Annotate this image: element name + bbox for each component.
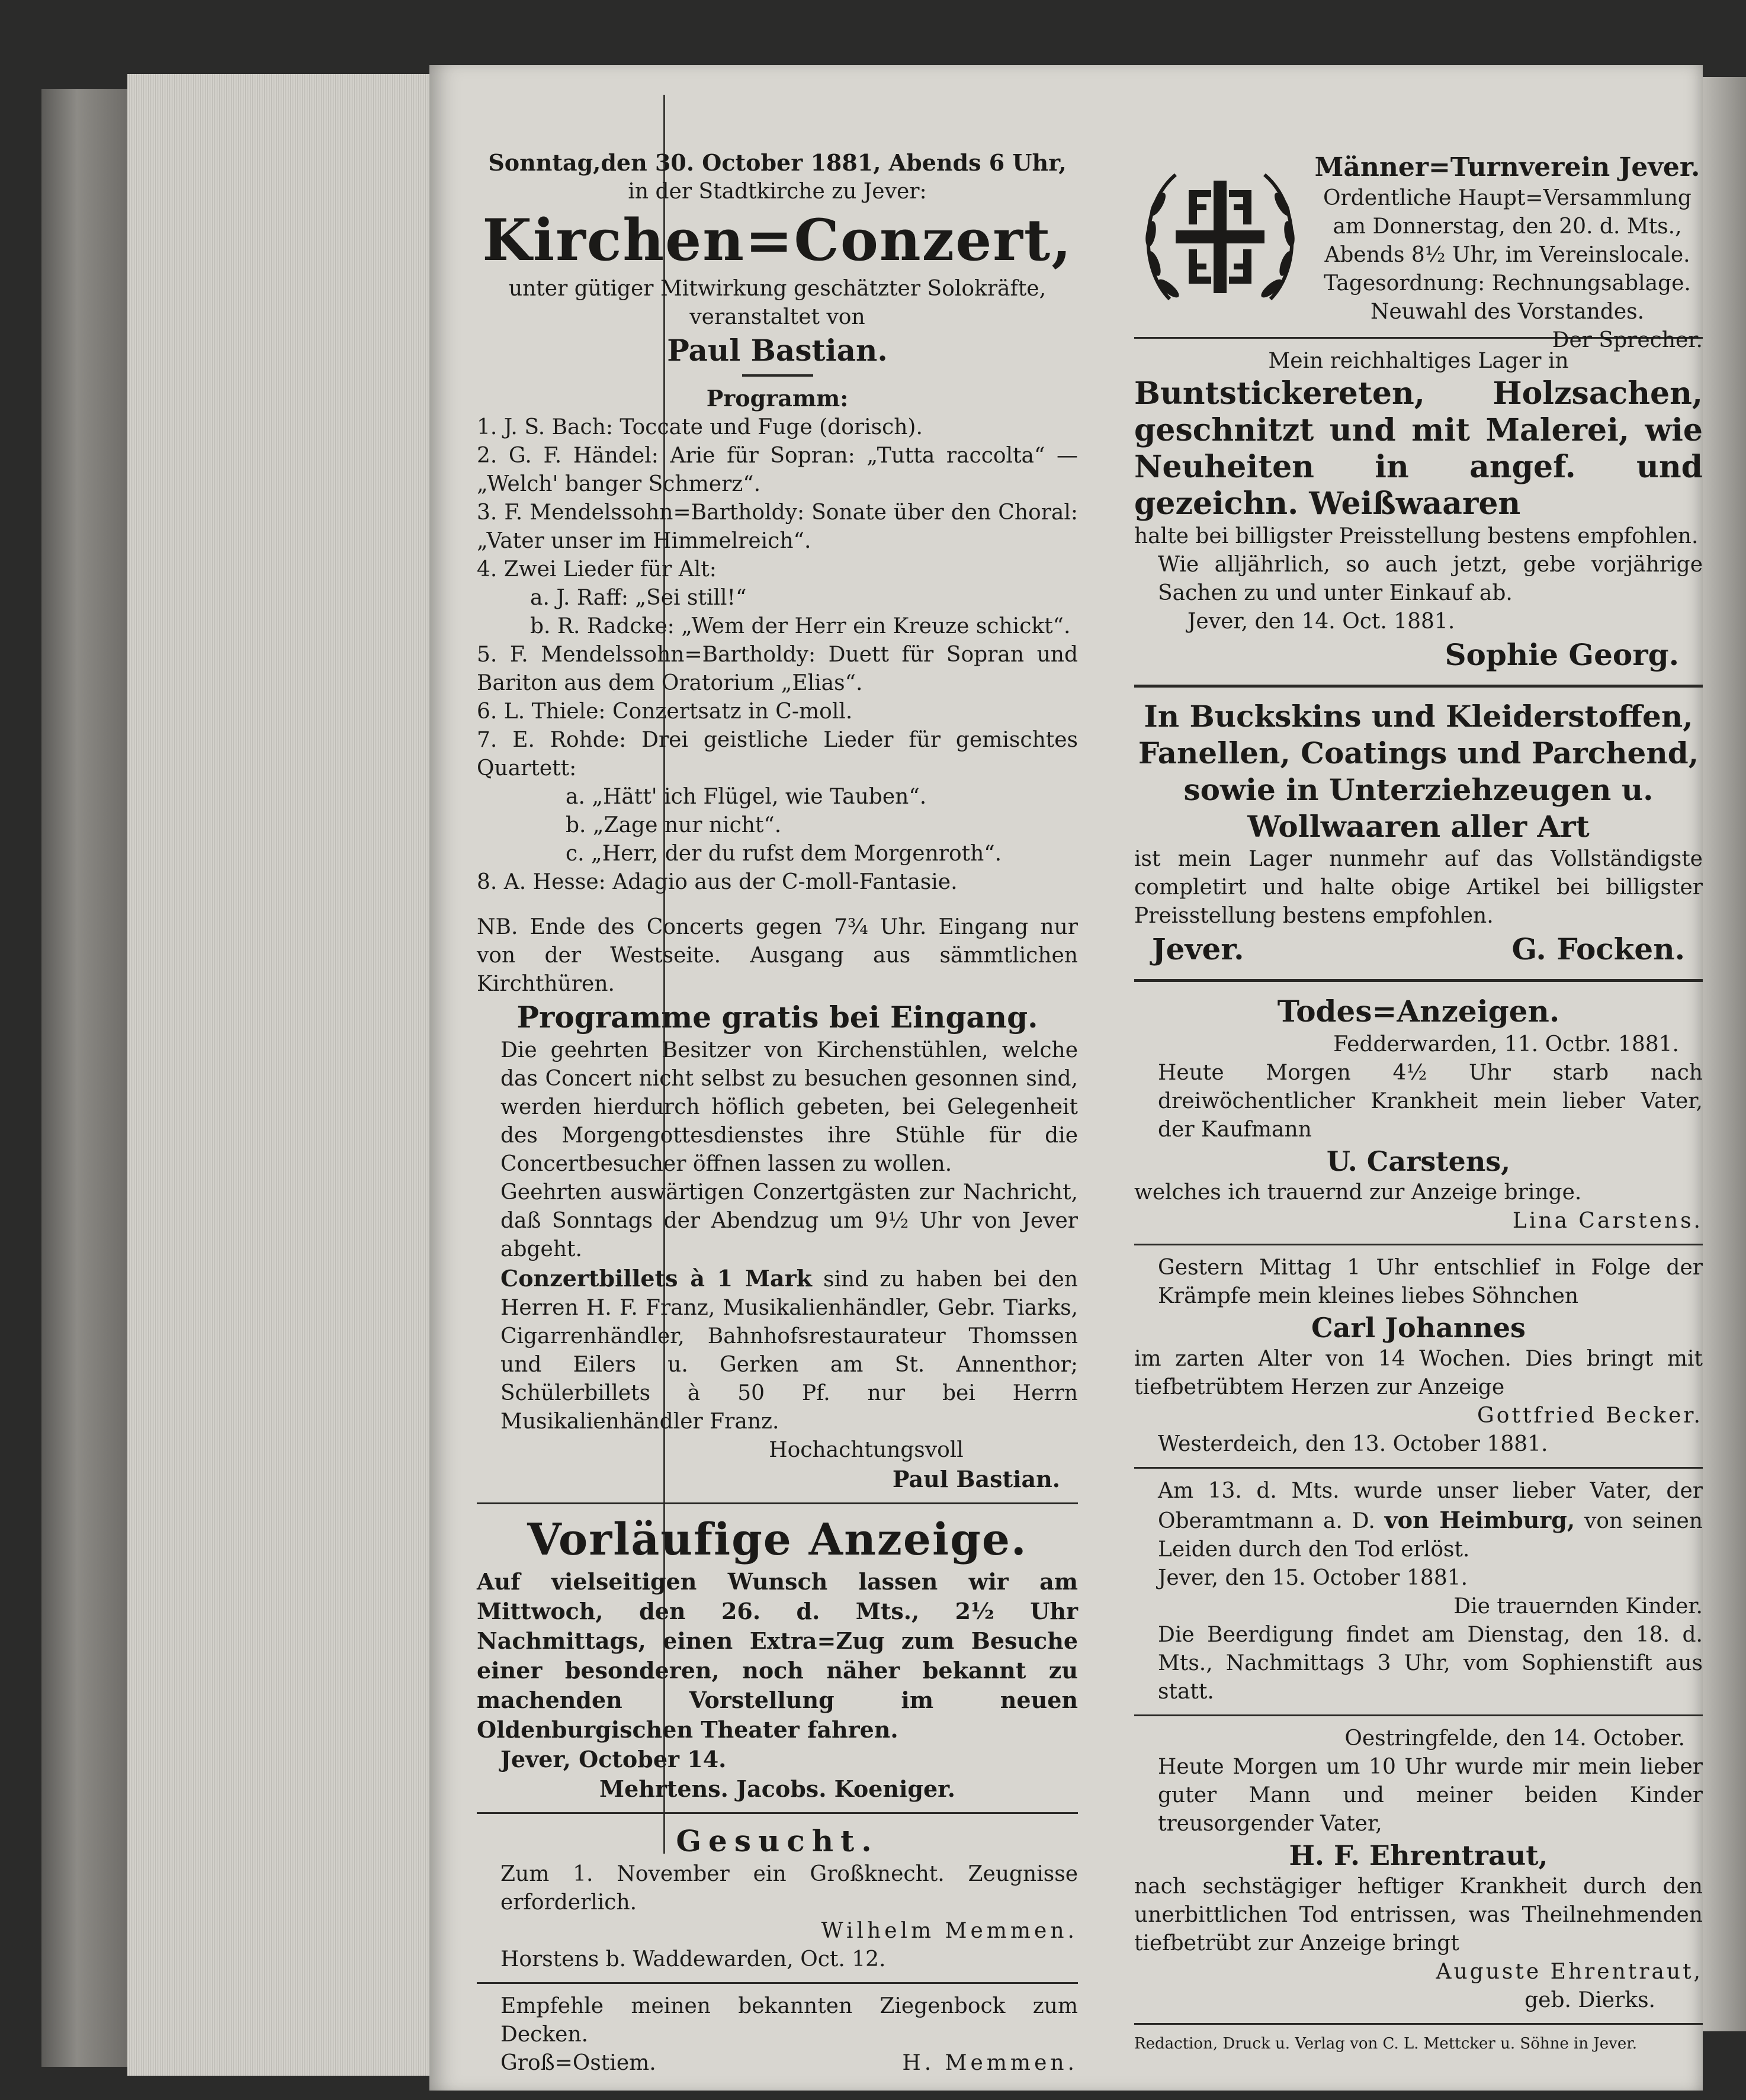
concert-organizer: Paul Bastian.: [667, 333, 888, 368]
georg-ad: [1134, 347, 1703, 674]
becker-tail: im zarten Alter von 14 Wochen. Dies bringt mit tiefbetrübtem Herzen zur Anzeige: [1134, 1347, 1703, 1399]
turnverein-signer: Der Sprecher.: [1552, 328, 1703, 352]
concert-location: in der Stadtkirche zu Jever:: [628, 179, 927, 204]
concert-paragraph: Die geehrten Besitzer von Kirchenstühlen, welche das Concert nicht selbst zu besuchen gesonnen sind, werden hierdurch höflich gebeten, bei Gelegenheit des Morgengottesdienstes ihre Stühle für die Concertbesucher öffnen lassen zu wollen.: [500, 1038, 1078, 1176]
concert-closing: Hochachtungsvoll: [769, 1438, 964, 1462]
program-item: 1. J. S. Bach: Toccate und Fuge (dorisch).: [477, 415, 923, 439]
becker-text: Gestern Mittag 1 Uhr entschlief in Folge der Krämpfe mein kleines liebes Söhnchen: [1158, 1255, 1703, 1308]
focken-ad: [1134, 698, 1703, 968]
wanted-place: Horstens b. Waddewarden, Oct. 12.: [500, 1947, 886, 1971]
program-subitem: a. J. Raff: „Sei still!“: [530, 586, 747, 610]
preliminary-ad: [477, 1513, 1078, 1804]
turnverein-line: am Donnerstag, den 20. d. Mts.,: [1333, 214, 1682, 239]
concert-date: Sonntag,den 30. October 1881, Abends 6 Uhr,: [488, 149, 1067, 176]
right-column: [1134, 151, 1703, 2054]
becker-place: Westerdeich, den 13. October 1881.: [1158, 1432, 1548, 1456]
turnverein-line: Ordentliche Haupt=Versammlung: [1323, 186, 1692, 210]
focken-products: In Buckskins und Kleiderstoffen, Fanellen, Coatings und Parchend, sowie in Unterziehzeugen u. Wollwaaren aller Art: [1138, 699, 1699, 844]
turnverein-line: Abends 8½ Uhr, im Vereinslocale.: [1324, 243, 1690, 267]
georg-line: halte bei billigster Preisstellung bestens empfohlen.: [1134, 524, 1699, 548]
ehrentraut-signer-2: geb. Dierks.: [1524, 1988, 1655, 2012]
preliminary-title: Vorläufige Anzeige.: [527, 1514, 1028, 1565]
concert-signature: Paul Bastian.: [892, 1466, 1060, 1492]
georg-line: Wie alljährlich, so auch jetzt, gebe vorjährige Sachen zu und unter Einkauf ab.: [1158, 553, 1703, 605]
divider: [477, 1502, 1078, 1504]
carstens-signer: Lina Carstens.: [1512, 1209, 1703, 1233]
focken-place: Jever.: [1152, 932, 1244, 966]
next-page-edge: [1703, 77, 1746, 2031]
goat-name: H. Memmen.: [902, 2051, 1078, 2075]
page-stack: [127, 74, 435, 2076]
concert-support: unter gütiger Mitwirkung geschätzter Solokräfte,: [508, 277, 1047, 301]
turnverein-ad: [1134, 151, 1703, 352]
focken-name: G. Focken.: [1511, 932, 1685, 966]
heimburg-funeral: Die Beerdigung findet am Dienstag, den 18. d. Mts., Nachmittags 3 Uhr, vom Sophienstift aus statt.: [1158, 1623, 1703, 1704]
preliminary-text: Auf vielseitigen Wunsch lassen wir am Mittwoch, den 26. d. Mts., 2½ Uhr Nachmittags, einen Extra=Zug zum Besuche einer besonderen, noch näher bekannt zu machenden Vorstellung im neuen Oldenburgischen Theater fahren.: [477, 1568, 1078, 1743]
program-item: 8. A. Hesse: Adagio aus der C-moll-Fantasie.: [477, 870, 958, 894]
ticket-price: Conzertbillets à 1 Mark: [500, 1265, 813, 1292]
heimburg-place: Jever, den 15. October 1881.: [1158, 1566, 1468, 1590]
ehrentraut-name: H. F. Ehrentraut,: [1289, 1839, 1548, 1871]
divider: [1134, 2023, 1703, 2025]
georg-date: Jever, den 14. Oct. 1881.: [1187, 609, 1455, 634]
preliminary-date: Jever, October 14.: [500, 1746, 727, 1773]
concert-title: Kirchen=Conzert,: [482, 207, 1073, 274]
goat-ad: [477, 1992, 1078, 2077]
divider: [477, 1982, 1078, 1984]
turnverein-line: Tagesordnung: Rechnungsablage.: [1324, 271, 1691, 296]
divider: [1134, 1714, 1703, 1716]
program-subitem: a. „Hätt' ich Flügel, wie Tauben“.: [566, 785, 927, 809]
divider: [1134, 685, 1703, 688]
program-item: 7. E. Rohde: Drei geistliche Lieder für gemischtes Quartett:: [477, 728, 1078, 781]
short-rule: [742, 374, 813, 377]
heimburg-signer: Die trauernden Kinder.: [1453, 1594, 1703, 1619]
turnverein-title: Männer=Turnverein Jever.: [1314, 152, 1700, 182]
wanted-title: Gesucht.: [676, 1823, 879, 1858]
concert-support-2: veranstaltet von: [689, 305, 865, 329]
program-subitem: c. „Herr, der du rufst dem Morgenroth“.: [566, 842, 1002, 866]
wanted-name: Wilhelm Memmen.: [821, 1919, 1078, 1943]
heimburg-name: von Heimburg,: [1384, 1507, 1575, 1533]
program-subitem: b. R. Radcke: „Wem der Herr ein Kreuze schickt“.: [530, 614, 1071, 638]
programs-free: Programme gratis bei Eingang.: [516, 1000, 1038, 1035]
goat-text: Empfehle meinen bekannten Ziegenbock zum Decken.: [500, 1994, 1078, 2047]
ehrentraut-text: Heute Morgen um 10 Uhr wurde mir mein lieber guter Mann und meiner beiden Kinder treusorgender Vater,: [1158, 1755, 1703, 1836]
georg-products: Buntstickereten, Holzsachen, geschnitzt und mit Malerei, wie Neuheiten in angef. und gezeichn. Weißwaaren: [1134, 375, 1703, 522]
focken-text: ist mein Lager nunmehr auf das Vollständigste completirt und halte obige Artikel bei billigster Preisstellung bestens empfohlen.: [1134, 847, 1703, 928]
turnverein-line: Neuwahl des Vorstandes.: [1370, 300, 1645, 324]
goat-place: Groß=Ostiem.: [500, 2051, 656, 2075]
concert-paragraph: Geehrten auswärtigen Conzertgästen zur Nachricht, daß Sonntags der Abendzug um 9½ Uhr von Jever abgeht.: [500, 1180, 1078, 1261]
heimburg-text: Am 13. d. Mts. wurde unser lieber Vater, der Oberamtmann a. D.: [1158, 1479, 1703, 1533]
left-column: [477, 148, 1078, 2077]
carstens-text: Heute Morgen 4½ Uhr starb nach dreiwöchentlicher Krankheit mein lieber Vater, der Kaufmann: [1158, 1061, 1703, 1142]
ehrentraut-tail: nach sechstägiger heftiger Krankheit durch den unerbittlichen Tod entrissen, was Theilnehmenden tiefbetrübt zur Anzeige bringt: [1134, 1874, 1703, 1955]
georg-signature: Sophie Georg.: [1445, 637, 1679, 672]
ehrentraut-signer: Auguste Ehrentraut,: [1436, 1960, 1703, 1984]
becker-name: Carl Johannes: [1311, 1312, 1526, 1344]
divider: [1134, 1467, 1703, 1469]
divider: [477, 1812, 1078, 1814]
program-item: 3. F. Mendelssohn=Bartholdy: Sonate über den Choral: „Vater unser im Himmelreich“.: [477, 500, 1078, 553]
heimburg-tail: von seinen Leiden durch den Tod erlöst.: [1158, 1509, 1703, 1562]
concert-ad: [477, 148, 1078, 1494]
program-item: 2. G. F. Händel: Arie für Sopran: „Tutta raccolta“ — „Welch' banger Schmerz“.: [477, 444, 1078, 496]
divider: [1134, 1244, 1703, 1245]
death-notices: [1134, 993, 1703, 2015]
preliminary-names: Mehrtens. Jacobs. Koeniger.: [599, 1775, 955, 1802]
program-item: 4. Zwei Lieder für Alt:: [477, 557, 717, 582]
georg-intro: Mein reichhaltiges Lager in: [1268, 349, 1569, 373]
imprint: Redaction, Druck u. Verlag von C. L. Mettcker u. Söhne in Jever.: [1134, 2035, 1638, 2053]
carstens-name: U. Carstens,: [1326, 1145, 1511, 1177]
wanted-text: Zum 1. November ein Großknecht. Zeugnisse erforderlich.: [500, 1862, 1078, 1915]
deaths-title: Todes=Anzeigen.: [1277, 994, 1560, 1029]
book-cover-edge: [41, 89, 130, 2067]
program-heading: Programm:: [706, 385, 849, 412]
program-item: 5. F. Mendelssohn=Bartholdy: Duett für Sopran und Bariton aus dem Oratorium „Elias“.: [477, 643, 1078, 695]
program-item: 6. L. Thiele: Conzertsatz in C-moll.: [477, 699, 853, 724]
turner-cross-emblem-icon: [1134, 151, 1306, 323]
concert-nb: NB. Ende des Concerts gegen 7¾ Uhr. Eingang nur von der Westseite. Ausgang aus sämmtlichen Kirchthüren.: [477, 915, 1078, 996]
wanted-ad: [477, 1822, 1078, 1974]
ehrentraut-place: Oestringfelde, den 14. October.: [1344, 1726, 1685, 1751]
carstens-place: Fedderwarden, 11. Octbr. 1881.: [1333, 1032, 1679, 1057]
concert-paragraph: sind zu haben bei den Herren H. F. Franz, Musikalienhändler, Gebr. Tiarks, Cigarrenhändler, Bahnhofsrestaurateur Thomssen und Eilers u. Gerken am St. Annenthor; Schülerbillets à 50 Pf. nur bei Herrn Musikalienhändler Franz.: [500, 1267, 1078, 1434]
becker-signer: Gottfried Becker.: [1477, 1404, 1703, 1428]
divider: [1134, 979, 1703, 982]
carstens-tail: welches ich trauernd zur Anzeige bringe.: [1134, 1180, 1582, 1205]
program-subitem: b. „Zage nur nicht“.: [566, 813, 782, 837]
